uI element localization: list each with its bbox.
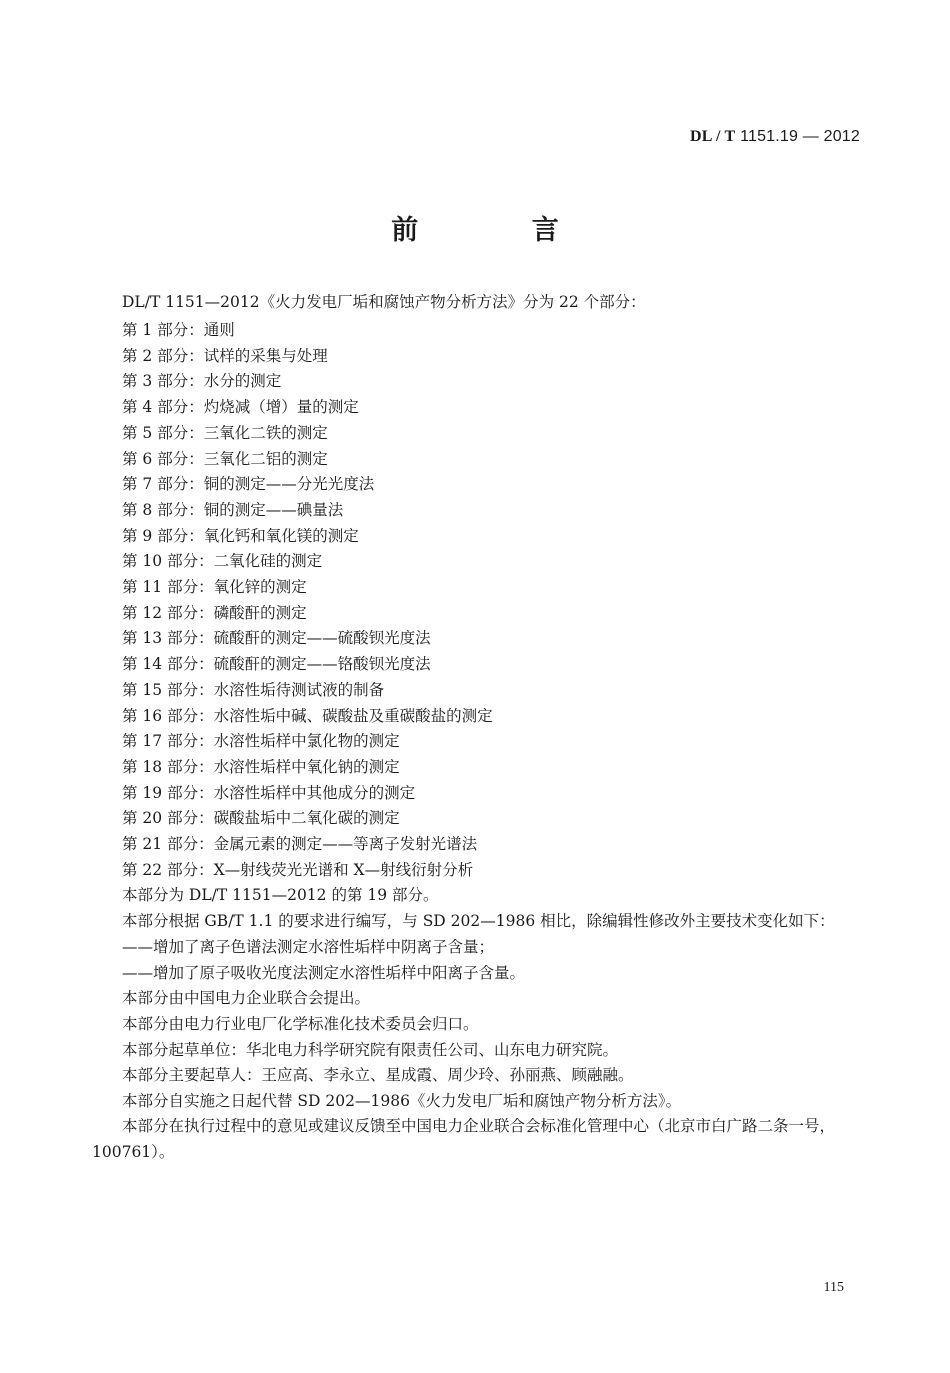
part-item: 第 4 部分：灼烧减（增）量的测定	[122, 398, 359, 417]
paragraph: 本部分由中国电力企业联合会提出。	[122, 989, 371, 1008]
paragraph: 本部分为 DL/T 1151—2012 的第 19 部分。	[122, 886, 439, 905]
change-item: ——增加了离子色谱法测定水溶性垢样中阴离子含量；	[122, 937, 495, 956]
paragraph: 本部分起草单位：华北电力科学研究院有限责任公司、山东电力研究院。	[122, 1040, 619, 1059]
feedback-paragraph: 本部分在执行过程中的意见或建议反馈至中国电力企业联合会标准化管理中心（北京市白广路二条一号，100761）。	[92, 1117, 836, 1161]
part-item: 第 6 部分：三氧化二铝的测定	[122, 449, 328, 468]
standard-code	[690, 128, 860, 146]
part-item: 第 16 部分：水溶性垢中碱、碳酸盐及重碳酸盐的测定	[122, 706, 493, 725]
page-number: 115	[823, 1280, 844, 1295]
part-item: 第 11 部分：氧化锌的测定	[122, 578, 307, 596]
part-item: 第 17 部分：水溶性垢样中氯化物的测定	[122, 732, 400, 751]
part-item: 第 1 部分：通则	[122, 321, 235, 339]
part-item: 第 20 部分：碳酸盐垢中二氧化碳的测定	[122, 809, 400, 828]
paragraph: 本部分主要起草人：王应高、李永立、星成霞、周少玲、孙丽燕、顾融融。	[122, 1066, 634, 1085]
part-item: 第 14 部分：硫酸酐的测定——铬酸钡光度法	[122, 655, 431, 674]
part-item: 第 8 部分：铜的测定——碘量法	[122, 500, 344, 519]
part-item: 第 13 部分：硫酸酐的测定——硫酸钡光度法	[122, 629, 431, 648]
part-item: 第 9 部分：氧化钙和氧化镁的测定	[122, 526, 359, 545]
part-item: 第 21 部分：金属元素的测定——等离子发射光谱法	[122, 835, 478, 853]
part-item: 第 3 部分：水分的测定	[122, 372, 282, 391]
standard-code-prefix: DL / T	[690, 128, 736, 145]
paragraph: 本部分由电力行业电厂化学标准化技术委员会归口。	[122, 1014, 479, 1033]
part-item: 第 22 部分：X—射线荧光光谱和 X—射线衍射分析	[122, 860, 474, 879]
part-item: 第 5 部分：三氧化二铁的测定	[122, 423, 328, 442]
part-item: 第 15 部分：水溶性垢待测试液的制备	[122, 680, 385, 699]
part-item: 第 2 部分：试样的采集与处理	[122, 346, 328, 365]
change-item: ——增加了原子吸收光度法测定水溶性垢样中阳离子含量。	[122, 963, 526, 982]
paragraph: 本部分根据 GB/T 1.1 的要求进行编写，与 SD 202—1986 相比，除编辑性修改外主要技术变化如下：	[122, 912, 835, 931]
standard-code-number: 1151.19 — 2012	[740, 128, 860, 145]
part-item: 第 19 部分：水溶性垢样中其他成分的测定	[122, 783, 416, 802]
part-item: 第 18 部分：水溶性垢样中氧化钠的测定	[122, 757, 400, 776]
part-item: 第 12 部分：磷酸酐的测定	[122, 603, 307, 622]
part-item: 第 7 部分：铜的测定——分光光度法	[122, 475, 375, 494]
paragraph: 本部分自实施之日起代替 SD 202—1986《火力发电厂垢和腐蚀产物分析方法》。	[122, 1092, 682, 1110]
part-item: 第 10 部分：二氧化硅的测定	[122, 552, 323, 571]
intro-line: DL/T 1151—2012《火力发电厂垢和腐蚀产物分析方法》分为 22 个部分：	[122, 293, 646, 311]
page-title: 前 言	[391, 215, 611, 246]
